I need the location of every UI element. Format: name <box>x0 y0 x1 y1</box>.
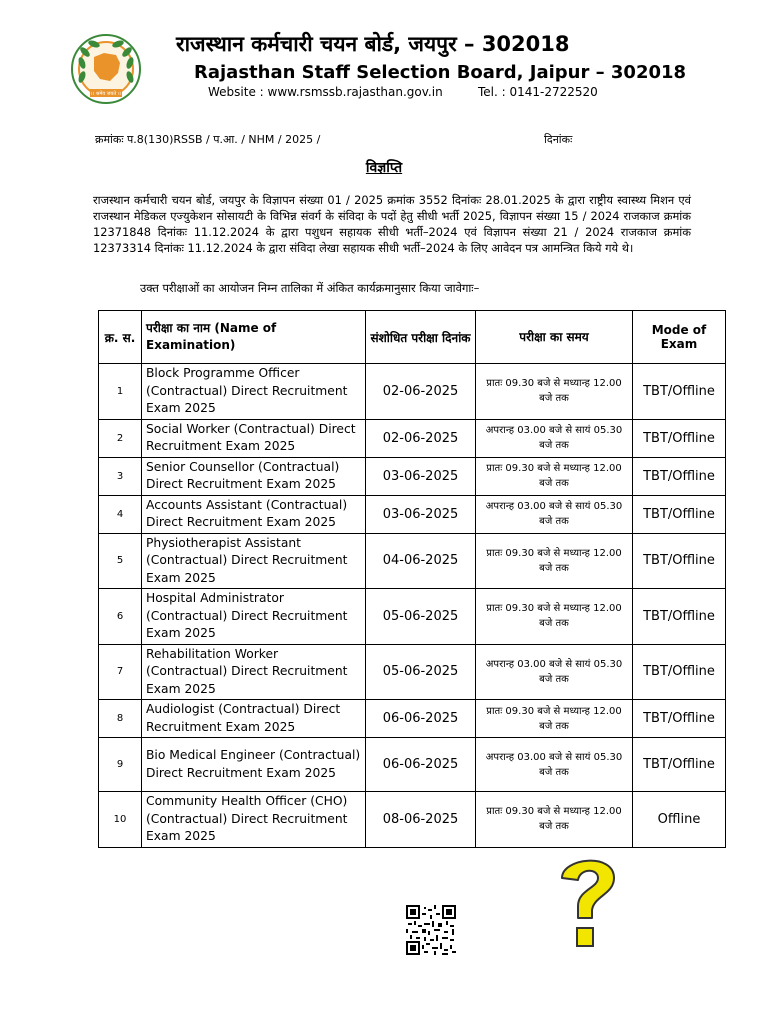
header-exam-date: संशोधित परीक्षा दिनांक <box>366 311 476 364</box>
table-row <box>99 533 726 589</box>
row-serial: 1 <box>99 364 142 420</box>
row-exam-mode: TBT/Offline <box>633 700 726 738</box>
row-exam-time: प्रातः 09.30 बजे से मध्यान्ह 12.00 बजे तक <box>476 533 633 589</box>
reference-number: क्रमांकः प.8(130)RSSB / प.आ. / NHM / 2025 / <box>95 133 321 146</box>
row-exam-time: प्रातः 09.30 बजे से मध्यान्ह 12.00 बजे तक <box>476 457 633 495</box>
row-exam-date: 06-06-2025 <box>366 738 476 792</box>
row-exam-name: Physiotherapist Assistant (Contractual) Direct Recruitment Exam 2025 <box>142 533 366 589</box>
row-exam-date: 03-06-2025 <box>366 495 476 533</box>
board-title-hindi: राजस्थान कर्मचारी चयन बोर्ड, जयपुर – 302018 <box>176 32 570 56</box>
row-exam-time: अपरान्ह 03.00 बजे से सायं 05.30 बजे तक <box>476 419 633 457</box>
row-exam-date: 05-06-2025 <box>366 589 476 645</box>
table-row <box>99 589 726 645</box>
row-serial: 5 <box>99 533 142 589</box>
notice-title: विज्ञप्ति <box>365 160 403 176</box>
row-serial: 4 <box>99 495 142 533</box>
notice-paragraph-2: उक्त परीक्षाओं का आयोजन निम्न तालिका में अंकित कार्यक्रमानुसार किया जावेगाः– <box>140 281 480 295</box>
row-serial: 2 <box>99 419 142 457</box>
row-serial: 6 <box>99 589 142 645</box>
row-exam-date: 04-06-2025 <box>366 533 476 589</box>
row-exam-mode: TBT/Offline <box>633 364 726 420</box>
row-exam-mode: TBT/Offline <box>633 419 726 457</box>
svg-text:।। श्रमेव जयते ।।: ।। श्रमेव जयते ।। <box>90 91 122 97</box>
row-exam-date: 02-06-2025 <box>366 419 476 457</box>
header-exam-time: परीक्षा का समय <box>476 311 633 364</box>
row-exam-time: प्रातः 09.30 बजे से मध्यान्ह 12.00 बजे तक <box>476 364 633 420</box>
row-exam-name: Rehabilitation Worker (Contractual) Direct Recruitment Exam 2025 <box>142 644 366 700</box>
website-text: Website : www.rsmssb.rajasthan.gov.in <box>208 85 443 99</box>
question-mark-icon <box>548 848 628 958</box>
row-exam-date: 06-06-2025 <box>366 700 476 738</box>
row-exam-time: प्रातः 09.30 बजे से मध्यान्ह 12.00 बजे तक <box>476 589 633 645</box>
table-row <box>99 419 726 457</box>
notice-paragraph: राजस्थान कर्मचारी चयन बोर्ड, जयपुर के विज्ञापन संख्या 01 / 2025 क्रमांक 3552 दिनांकः 28.01.2025 के द्वारा राष्ट्रीय स्वास्थ्य मिशन एवं राजस्थान मेडिकल एज्युकेशन सोसायटी के विभिन्न संवर्ग के संविदा के पदों हेतु सीधी भर्ती 2025, विज्ञापन संख्या 15 / 2024 राजकाज क्रमांक 12371848 दिनांकः 11.12.2024 के द्वारा पशुधन सहायक सीधी भर्ती–2024 एवं विज्ञापन संख्या 21 / 2024 राजकाज क्रमांक 12373314 दिनांकः 11.12.2024 के द्वारा संविदा लेखा सहायक सीधी भर्ती–2024 के लिए आवेदन पत्र आमन्त्रित किये गये थे। <box>93 193 691 255</box>
row-exam-time: प्रातः 09.30 बजे से मध्यान्ह 12.00 बजे तक <box>476 792 633 848</box>
table-row <box>99 364 726 420</box>
row-exam-name: Accounts Assistant (Contractual) Direct Recruitment Exam 2025 <box>142 495 366 533</box>
row-exam-name: Hospital Administrator (Contractual) Direct Recruitment Exam 2025 <box>142 589 366 645</box>
board-title-english: Rajasthan Staff Selection Board, Jaipur – 302018 <box>194 62 687 83</box>
row-exam-name: Community Health Officer (CHO) (Contractual) Direct Recruitment Exam 2025 <box>142 792 366 848</box>
row-exam-name: Audiologist (Contractual) Direct Recruitment Exam 2025 <box>142 700 366 738</box>
row-serial: 9 <box>99 738 142 792</box>
exam-schedule-table <box>98 310 726 848</box>
header-serial: क्र. स. <box>99 311 142 364</box>
row-exam-mode: TBT/Offline <box>633 533 726 589</box>
row-exam-date: 03-06-2025 <box>366 457 476 495</box>
table-row <box>99 792 726 848</box>
row-serial: 7 <box>99 644 142 700</box>
row-exam-mode: Offline <box>633 792 726 848</box>
row-exam-time: प्रातः 09.30 बजे से मध्यान्ह 12.00 बजे तक <box>476 700 633 738</box>
date-label: दिनांकः <box>544 133 573 146</box>
row-exam-time: अपरान्ह 03.00 बजे से सायं 05.30 बजे तक <box>476 495 633 533</box>
table-row <box>99 700 726 738</box>
table-row <box>99 457 726 495</box>
row-exam-time: अपरान्ह 03.00 बजे से सायं 05.30 बजे तक <box>476 738 633 792</box>
row-exam-name: Bio Medical Engineer (Contractual) Direct Recruitment Exam 2025 <box>142 738 366 792</box>
row-exam-mode: TBT/Offline <box>633 644 726 700</box>
row-serial: 10 <box>99 792 142 848</box>
table-header-row <box>99 311 726 364</box>
qr-code-icon <box>406 905 456 955</box>
row-exam-name: Block Programme Officer (Contractual) Direct Recruitment Exam 2025 <box>142 364 366 420</box>
row-exam-date: 05-06-2025 <box>366 644 476 700</box>
row-exam-name: Social Worker (Contractual) Direct Recruitment Exam 2025 <box>142 419 366 457</box>
table-row <box>99 738 726 792</box>
row-exam-date: 02-06-2025 <box>366 364 476 420</box>
table-row <box>99 644 726 700</box>
row-exam-mode: TBT/Offline <box>633 589 726 645</box>
rsmssb-logo <box>70 33 142 105</box>
row-exam-mode: TBT/Offline <box>633 738 726 792</box>
row-exam-mode: TBT/Offline <box>633 457 726 495</box>
row-serial: 3 <box>99 457 142 495</box>
row-exam-mode: TBT/Offline <box>633 495 726 533</box>
row-exam-date: 08-06-2025 <box>366 792 476 848</box>
header-exam-mode: Mode of Exam <box>633 311 726 364</box>
row-serial: 8 <box>99 700 142 738</box>
header-exam-name: परीक्षा का नाम (Name of Examination) <box>142 311 366 364</box>
telephone-text: Tel. : 0141-2722520 <box>478 85 598 99</box>
row-exam-time: अपरान्ह 03.00 बजे से सायं 05.30 बजे तक <box>476 644 633 700</box>
row-exam-name: Senior Counsellor (Contractual) Direct Recruitment Exam 2025 <box>142 457 366 495</box>
table-row <box>99 495 726 533</box>
